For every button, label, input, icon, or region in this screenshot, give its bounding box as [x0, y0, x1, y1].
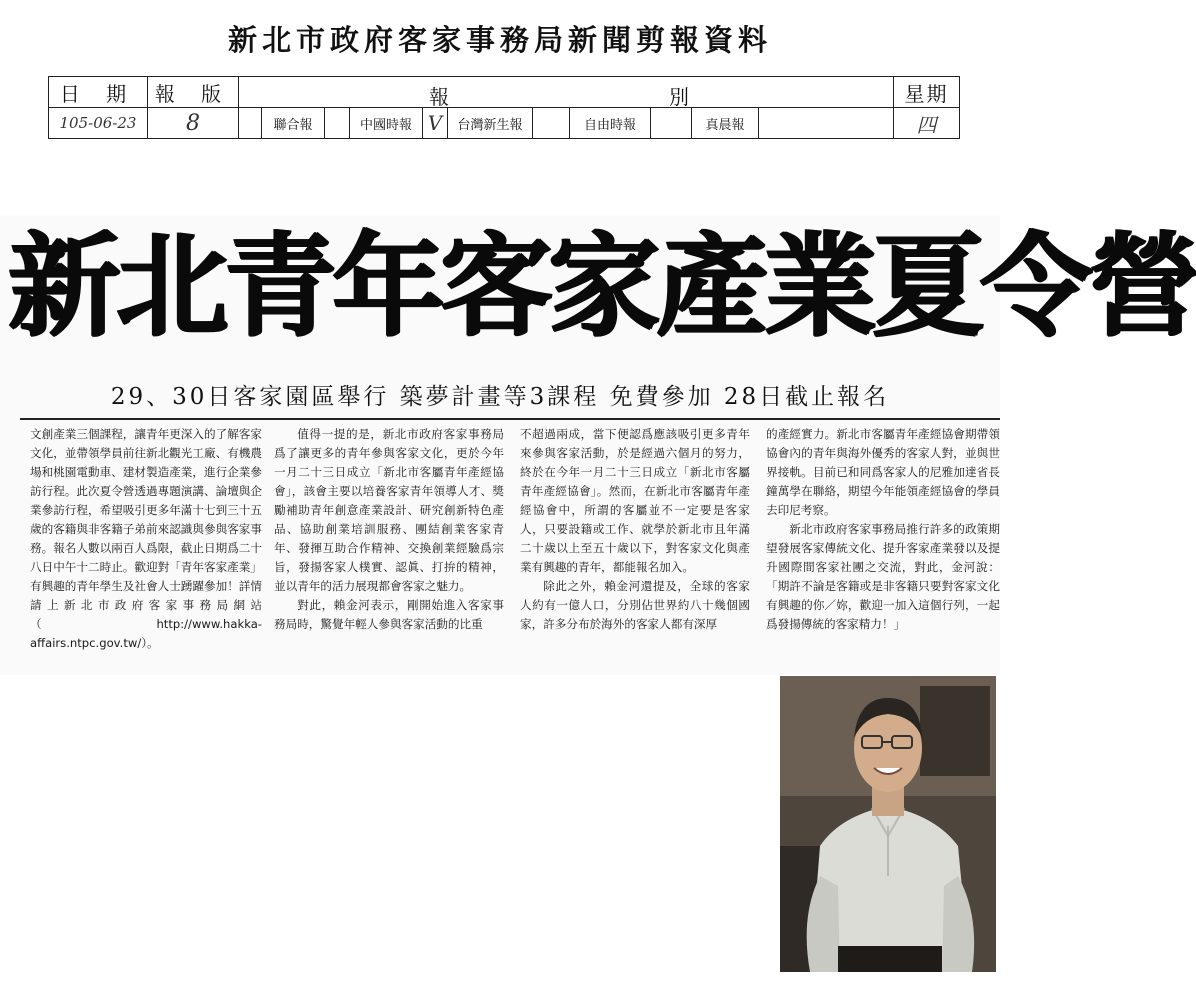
article-column-3 [520, 425, 750, 634]
newspaper-header-right: 別 [669, 85, 699, 109]
paragraph: 的產經實力。新北市客屬青年產經協會期帶領協會內的青年與海外優秀的客家人對，並與世界接軌。目前已和同爲客家人的尼雅加達省長鐘萬學在聯絡，期望今年能領產經協會的學員去印尼考察。 [766, 427, 1000, 517]
check-cell-shengpao [533, 108, 570, 139]
newspaper-chinatimes: 中國時報 [350, 108, 423, 139]
check-mark: V [423, 108, 448, 139]
date-header: 日 期 [49, 77, 148, 108]
weekday-header: 星期 [894, 77, 960, 108]
clipping-info-table [48, 76, 960, 139]
check-cell-morning [759, 108, 894, 139]
document-title: 新北市政府客家事務局新聞剪報資料 [227, 23, 772, 57]
paragraph: 對此，賴金河表示，剛開始進入客家事務局時，驚覺年輕人參與客家活動的比重 [274, 598, 504, 631]
date-value: 105-06-23 [49, 108, 148, 139]
edition-value: 8 [148, 108, 239, 139]
check-cell-liberty [651, 108, 692, 139]
newspaper-udn: 聯合報 [262, 108, 325, 139]
edition-header: 報 版 [148, 77, 239, 108]
weekday-value: 四 [894, 108, 960, 139]
blank-cell [239, 108, 262, 139]
portrait-photo [780, 676, 996, 972]
article-headline: 新北青年客家產業夏令營 [8, 222, 1196, 352]
headline-rule [20, 418, 1000, 420]
newspaper-header [239, 77, 894, 108]
paragraph: 新北市政府客家事務局推行許多的政策期望發展客家傳統文化、提升客家產業發以及提升國際間客家社團之交流，對此，金河說：「期許不論是客籍或是非客籍只要對客家文化有興趣的你／妳，歡迎一加入這個行列，一起爲發揚傳統的客家精力！」 [766, 522, 1000, 631]
portrait-illustration [780, 676, 996, 972]
article-column-1 [30, 425, 262, 653]
newspaper-header-left: 報 [429, 85, 459, 109]
check-cell-udn [325, 108, 350, 139]
article-subheadline: 29、30日客家園區舉行 築夢計畫等3課程 免費參加 28日截止報名 [110, 384, 890, 410]
newspaper-shengpao: 台灣新生報 [448, 108, 533, 139]
paragraph: 除此之外，賴金河還提及，全球的客家人約有一億人口，分別佔世界約八十幾個國家，許多分布於海外的客家人都有深厚 [520, 579, 750, 631]
newspaper-morning: 真晨報 [692, 108, 759, 139]
article-column-2 [274, 425, 504, 634]
paragraph: 文創產業三個課程，讓青年更深入的了解客家文化，並帶領學員前往新北觀光工廠、有機農場和桃園電動車、建材製造產業，進行企業參訪行程。此次夏令營透過專題演講、論壇與企業參訪行程，希望吸引更多年滿十七到三十五歲的客籍與非客籍子弟前來認識與參與客家事務。報名人數以兩百人爲限，截止日期爲二十八日中午十二時止。歡迎對「青年客家產業」有興趣的青年學生及社會人士踴躍參加！詳情請上新北市政府客家事務局網站（http://www.hakka-affairs.ntpc.gov.tw/）。 [30, 427, 262, 650]
paragraph: 不超過兩成，當下便認爲應該吸引更多青年來參與客家活動，於是經過六個月的努力，終於在今年一月二十三日成立「新北市客屬青年產經協會」。然而，在新北市客屬青年產經協會中，所謂的客屬並不一定要是客家人，只要設籍或工作、就學於新北市且年滿二十歲以上至五十歲以下，對客家文化與產業有興趣的青年，都能報名加入。 [520, 427, 750, 574]
article-column-4 [766, 425, 1000, 634]
newspaper-libertytimes: 自由時報 [570, 108, 651, 139]
paragraph: 值得一提的是，新北市政府客家事務局爲了讓更多的青年參與客家文化，更於今年一月二十三日成立「新北市客屬青年產經協會」，該會主要以培養客家青年領導人才、獎勵補助青年創意產業設計、研究創新特色產品、協助創業培訓服務、團結創業客家青年、發揮互助合作精神、交換創業經驗爲宗旨，發揚客家人樸實、認眞、打拚的精神，並以青年的活力展現都會客家之魅力。 [274, 427, 504, 593]
